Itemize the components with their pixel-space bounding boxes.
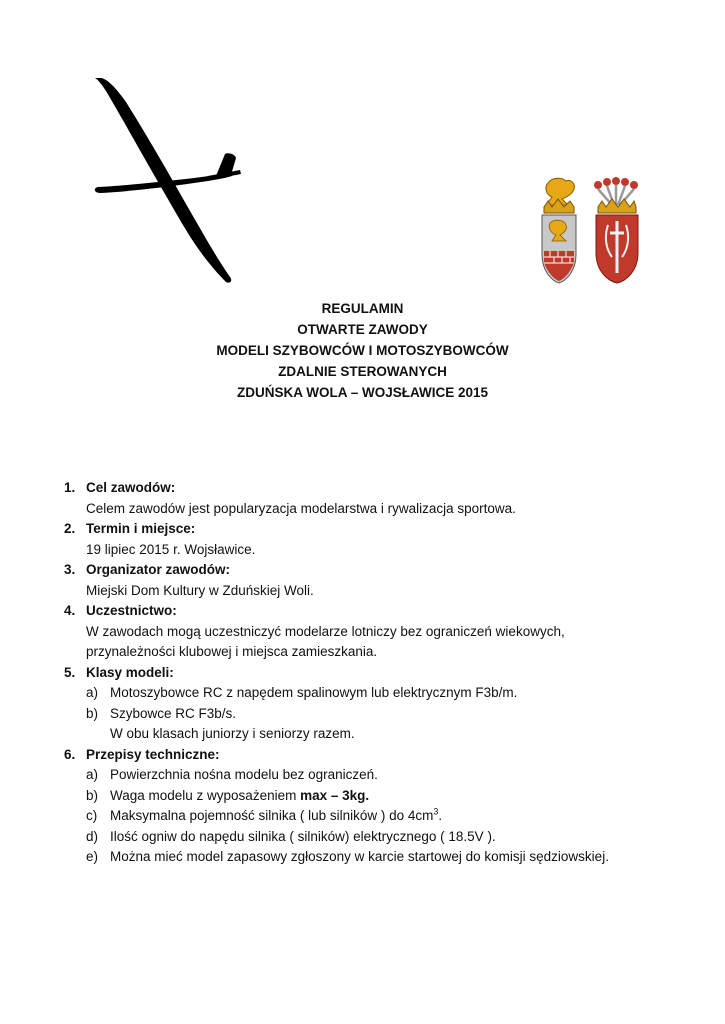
section-note: W obu klasach juniorzy i seniorzy razem. xyxy=(110,726,355,741)
list-item xyxy=(64,827,684,848)
item-letter: b) xyxy=(86,787,99,803)
section-text-line-1: W zawodach mogą uczestniczyć modelarze lotniczy bez ograniczeń wiekowych, xyxy=(86,623,565,639)
document-title xyxy=(0,298,725,403)
section-title: Uczestnictwo: xyxy=(86,603,177,618)
section-model-classes xyxy=(64,663,684,745)
section-title: Klasy modeli: xyxy=(86,664,174,680)
item-text: Maksymalna pojemność silnika ( lub silników ) do 4cm xyxy=(110,808,434,823)
section-participation xyxy=(64,601,684,663)
list-item xyxy=(64,683,684,704)
list-item xyxy=(64,847,684,868)
section-goal xyxy=(64,478,684,519)
title-line-5: ZDUŃSKA WOLA – WOJSŁAWICE 2015 xyxy=(236,385,489,400)
item-text: Motoszybowce RC z napędem spalinowym lub elektrycznym F3b/m. xyxy=(110,685,518,700)
item-letter: a) xyxy=(86,767,99,782)
title-line-2: OTWARTE ZAWODY xyxy=(297,322,428,337)
glider-silhouette-icon xyxy=(90,78,245,283)
zdunska-wola-coat-of-arms xyxy=(542,178,576,283)
item-text: Ilość ogniw do napędu silnika ( silników) elektrycznego ( 18.5V ). xyxy=(110,828,496,844)
section-text: 19 lipiec 2015 r. Wojsławice. xyxy=(86,541,256,557)
item-letter: d) xyxy=(86,828,99,844)
section-number: 5. xyxy=(64,664,76,680)
item-text: Waga modelu z wyposażeniem xyxy=(110,787,301,803)
section-text: Celem zawodów jest popularyzacja modelarstwa i rywalizacja sportowa. xyxy=(86,500,516,516)
section-number: 2. xyxy=(64,521,76,536)
section-number: 3. xyxy=(64,562,76,577)
section-title: Termin i miejsce: xyxy=(86,521,196,536)
item-letter: b) xyxy=(86,705,99,721)
list-item xyxy=(64,704,684,725)
wojslawice-coat-of-arms xyxy=(594,177,638,283)
title-line-3: MODELI SZYBOWCÓW I MOTOSZYBOWCÓW xyxy=(216,343,509,358)
section-number: 1. xyxy=(64,480,76,495)
item-text-end: . xyxy=(438,808,443,823)
item-superscript: 3 xyxy=(433,806,439,817)
section-text-line-2: przynależności klubowej i miejsca zamieszkania. xyxy=(86,644,378,659)
section-title: Organizator zawodów: xyxy=(86,562,231,577)
list-item xyxy=(64,806,684,827)
list-item xyxy=(64,786,684,807)
section-title: Przepisy techniczne: xyxy=(86,746,220,762)
section-technical-rules xyxy=(64,745,684,868)
title-line-1: REGULAMIN xyxy=(321,301,404,316)
item-text: Szybowce RC F3b/s. xyxy=(110,705,237,721)
section-text: Miejski Dom Kultury w Zduńskiej Woli. xyxy=(86,582,314,598)
section-organizer xyxy=(64,560,684,601)
section-number: 6. xyxy=(64,746,76,762)
item-text: Można mieć model zapasowy zgłoszony w karcie startowej do komisji sędziowskiej. xyxy=(110,849,609,864)
list-item xyxy=(64,765,684,786)
section-date-place xyxy=(64,519,684,560)
item-text-bold: max – 3kg. xyxy=(300,787,370,803)
item-text: Powierzchnia nośna modelu bez ograniczeń. xyxy=(110,767,378,782)
coats-of-arms-logo xyxy=(538,177,642,285)
item-letter: a) xyxy=(86,685,99,700)
title-line-4: ZDALNIE STEROWANYCH xyxy=(278,364,447,379)
item-letter: e) xyxy=(86,849,99,864)
item-letter: c) xyxy=(86,808,98,823)
section-title: Cel zawodów: xyxy=(86,480,176,495)
section-number: 4. xyxy=(64,603,76,618)
regulations-list xyxy=(64,478,684,868)
